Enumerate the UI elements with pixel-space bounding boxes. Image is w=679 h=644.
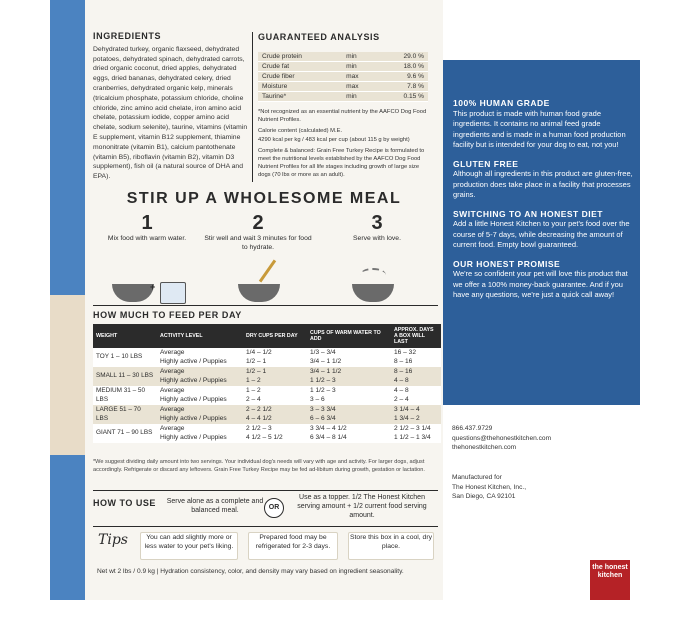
gluten-free-title: GLUTEN FREE: [453, 158, 519, 169]
dry-cell: [243, 386, 307, 405]
water-cell: [307, 386, 391, 405]
days-average: 4 – 8: [394, 387, 409, 394]
step-text: Stir well and wait 3 minutes for food to hydrate.: [204, 235, 312, 251]
analysis-name: Crude fiber: [258, 72, 342, 82]
analysis-row: [258, 72, 428, 82]
days-average: 16 – 32: [394, 349, 416, 356]
dry-high: 2 – 4: [246, 395, 261, 403]
howto-or-badge: OR: [264, 498, 284, 518]
manufacturer-info: [452, 473, 526, 502]
promise-title: OUR HONEST PROMISE: [453, 258, 561, 269]
water-cell: [307, 348, 391, 367]
dry-average: 2 1/2 – 3: [246, 425, 272, 432]
water-high: 1 1/2 – 3: [310, 376, 336, 384]
analysis-name: Crude protein: [258, 52, 342, 62]
water-high: 3 – 6: [310, 395, 325, 403]
days-cell: [391, 424, 441, 443]
steam-icon: [360, 268, 386, 282]
analysis-note-complete: Complete & balanced: Grain Free Turkey Recipe is formulated to meet the nutritional levels established by the AAFCO Dog Food Nutrient Profiles for all life stages including growth of large size dogs (70 lbs or more as an adult).: [258, 148, 425, 178]
days-high: 4 – 8: [394, 376, 409, 384]
manufacturer-line2: The Honest Kitchen, Inc.,: [452, 483, 527, 491]
dry-high: 1/2 – 1: [246, 357, 267, 365]
analysis-qual: min: [342, 92, 378, 102]
water-high: 6 – 6 3/4: [310, 414, 336, 422]
water-high: 6 3/4 – 8 1/4: [310, 433, 347, 441]
manufacturer-line3: San Diego, CA 92101: [452, 493, 516, 500]
water-high: 3/4 – 1 1/2: [310, 357, 342, 365]
feeding-header-row: [93, 324, 441, 348]
dry-average: 1 – 2: [246, 387, 261, 394]
guaranteed-analysis-section: [258, 32, 438, 179]
activity-cell: [157, 348, 243, 367]
dry-average: 1/4 – 1/2: [246, 349, 272, 356]
activity-high: Highly active / Puppies: [160, 357, 227, 365]
feeding-row-medium: [93, 386, 441, 405]
activity-cell: [157, 386, 243, 405]
step-number: 1: [141, 212, 153, 234]
feeding-footnote: *We suggest dividing daily amount into two servings. Your individual dog's needs will vary with age and activity. For larger dogs, adjust accordingly. Refrigerate or discard any leftovers. Grain Free Turkey Recipe may be fed ad-libitum during growth, gestation or lactation.: [93, 459, 425, 473]
header-dry-cups: DRY CUPS PER DAY: [243, 324, 307, 348]
contact-web: thehonestkitchen.com: [452, 444, 517, 451]
days-cell: [391, 405, 441, 424]
step-number: 2: [252, 212, 264, 234]
analysis-value: 0.15 %: [378, 92, 428, 102]
feeding-title: HOW MUCH TO FEED PER DAY: [93, 310, 242, 320]
activity-high: Highly active / Puppies: [160, 395, 227, 403]
tips-divider: [93, 526, 438, 527]
water-average: 1/3 – 3/4: [310, 349, 336, 356]
days-high: 1 1/2 – 1 3/4: [394, 433, 431, 441]
days-cell: [391, 348, 441, 367]
contact-info: [452, 424, 551, 453]
ingredients-text: Dehydrated turkey, organic flaxseed, dehydrated potatoes, dehydrated spinach, dehydrated carrots, dried organic coconut, dried apples, dehydrated eggs, dried bananas, dehydrated celery, dried cranberries, dehydrated organic kelp, minerals (tricalcium phosphate, potassium chloride, choline chloride, zinc amino acid chelate, iron amino acid chelate, potassium iodide, copper amino acid chelate, sodium selenite), taurine, vitamins (vitamin E supplement, vitamin B12 supplement, thiamine mononitrate (vitamin B1), calcium pantothenate (vitamin B5), riboflavin (vitamin B2), vitamin D3 supplement), fish oil (a natural source of DHA and EPA).: [93, 45, 248, 181]
analysis-value: 9.6 %: [378, 72, 428, 82]
dry-average: 1/2 – 1: [246, 368, 267, 375]
dry-cell: [243, 367, 307, 386]
feeding-row-toy: [93, 348, 441, 367]
header-days: APPROX. DAYS A BOX WILL LAST: [391, 324, 441, 348]
sidebar-text: [453, 98, 633, 301]
analysis-row: [258, 52, 428, 62]
water-average: 3/4 – 1 1/2: [310, 368, 342, 375]
dry-cell: [243, 405, 307, 424]
step-text: Serve with love.: [353, 235, 401, 242]
analysis-qual: min: [342, 52, 378, 62]
step-number: 3: [371, 212, 383, 234]
dry-cell: [243, 424, 307, 443]
switching-title: SWITCHING TO AN HONEST DIET: [453, 208, 603, 219]
plus-icon: +: [150, 282, 156, 292]
analysis-note-taurine: *Not recognized as an essential nutrient by the AAFCO Dog Food Nutrient Profiles.: [258, 109, 427, 123]
stir-divider: [93, 305, 438, 306]
analysis-value: 29.0 %: [378, 52, 428, 62]
activity-high: Highly active / Puppies: [160, 433, 227, 441]
days-high: 1 3/4 – 2: [394, 414, 420, 422]
weight-cell: GIANT 71 – 90 LBS: [93, 424, 157, 443]
feeding-table: [93, 324, 441, 443]
feeding-row-giant: [93, 424, 441, 443]
activity-cell: [157, 405, 243, 424]
howto-option-topper: Use as a topper. 1/2 The Honest Kitchen serving amount + 1/2 current food serving amount.: [297, 494, 427, 519]
water-average: 3 3/4 – 4 1/2: [310, 425, 347, 432]
days-average: 8 – 16: [394, 368, 413, 375]
activity-average: Average: [160, 425, 185, 432]
analysis-name: Taurine*: [258, 92, 342, 102]
activity-high: Highly active / Puppies: [160, 376, 227, 384]
dry-high: 1 – 2: [246, 376, 261, 384]
analysis-qual: max: [342, 72, 378, 82]
analysis-name: Crude fat: [258, 62, 342, 72]
days-average: 2 1/2 – 3 1/4: [394, 425, 431, 432]
tip-water: You can add slightly more or less water to your pet's liking.: [140, 532, 238, 560]
analysis-note-kcal: 4290 kcal per kg / 483 kcal per cup (about 115 g by weight): [258, 137, 410, 143]
feeding-row-small: [93, 367, 441, 386]
dry-high: 4 1/2 – 5 1/2: [246, 433, 283, 441]
weight-cell: TOY 1 – 10 LBS: [93, 348, 157, 367]
dry-cell: [243, 348, 307, 367]
gluten-free-text: Although all ingredients in this product are gluten-free, production does take place in a facility that processes grains.: [453, 169, 633, 199]
step-text: Mix food with warm water.: [107, 235, 187, 242]
tip-refrigerate: Prepared food may be refrigerated for 2-3 days.: [248, 532, 338, 560]
ingredients-divider: [252, 32, 253, 182]
header-water: CUPS OF WARM WATER TO ADD: [307, 324, 391, 348]
promise-text: We're so confident your pet will love this product that we offer a 100% money-back guarantee. And if you have any questions, we're just a quick call away!: [453, 269, 628, 299]
analysis-name: Moisture: [258, 82, 342, 92]
water-cell: [307, 424, 391, 443]
measuring-cup-icon: [160, 282, 186, 304]
ingredients-title: INGREDIENTS: [93, 31, 162, 41]
step-1: [92, 212, 202, 243]
activity-cell: [157, 367, 243, 386]
analysis-note-calorie: Calorie content (calculated) M.E.: [258, 128, 343, 134]
stir-title: STIR UP A WHOLESOME MEAL: [126, 190, 402, 207]
brand-logo: the honest kitchen: [590, 560, 630, 600]
tip-store: Store this box in a cool, dry place.: [348, 532, 434, 560]
howto-title: HOW TO USE: [93, 498, 156, 508]
analysis-value: 18.0 %: [378, 62, 428, 72]
howto-divider: [93, 490, 438, 491]
activity-average: Average: [160, 368, 185, 375]
weight-cell: MEDIUM 31 – 50 LBS: [93, 386, 157, 405]
left-beige-band: [50, 295, 85, 455]
days-cell: [391, 367, 441, 386]
analysis-row: [258, 92, 428, 102]
days-high: 2 – 4: [394, 395, 409, 403]
header-activity: ACTIVITY LEVEL: [157, 324, 243, 348]
howto-option-alone: Serve alone as a complete and balanced meal.: [166, 498, 264, 514]
water-cell: [307, 367, 391, 386]
activity-average: Average: [160, 349, 185, 356]
weight-cell: LARGE 51 – 70 LBS: [93, 405, 157, 424]
activity-average: Average: [160, 406, 185, 413]
manufacturer-line1: Manufactured for: [452, 474, 502, 481]
human-grade-title: 100% HUMAN GRADE: [453, 98, 550, 108]
days-high: 8 – 16: [394, 357, 413, 365]
analysis-value: 7.8 %: [378, 82, 428, 92]
step-2: [203, 212, 313, 252]
switching-text: Add a little Honest Kitchen to your pet's food over the course of 5-7 days, while decreasing the amount of current food. Empty bowl guaranteed.: [453, 219, 630, 249]
days-average: 3 1/4 – 4: [394, 406, 420, 413]
analysis-table: [258, 52, 428, 102]
analysis-row: [258, 82, 428, 92]
activity-average: Average: [160, 387, 185, 394]
feeding-row-large: [93, 405, 441, 424]
contact-phone: 866.437.9729: [452, 425, 493, 432]
step-3: [322, 212, 432, 243]
ingredients-section: [93, 32, 248, 182]
dry-average: 2 – 2 1/2: [246, 406, 272, 413]
tips-title: Tips: [98, 532, 128, 548]
header-weight: WEIGHT: [93, 324, 157, 348]
activity-cell: [157, 424, 243, 443]
weight-cell: SMALL 11 – 30 LBS: [93, 367, 157, 386]
water-average: 3 – 3 3/4: [310, 406, 336, 413]
analysis-title: GUARANTEED ANALYSIS: [258, 32, 380, 42]
analysis-qual: min: [342, 62, 378, 72]
analysis-row: [258, 62, 428, 72]
water-average: 1 1/2 – 3: [310, 387, 336, 394]
net-weight: Net wt 2 lbs / 0.9 kg | Hydration consistency, color, and density may vary based on ingredient seasonality.: [97, 568, 404, 575]
activity-high: Highly active / Puppies: [160, 414, 227, 422]
analysis-qual: max: [342, 82, 378, 92]
sidebar-blue-panel: [443, 60, 640, 405]
water-cell: [307, 405, 391, 424]
dry-high: 4 – 4 1/2: [246, 414, 272, 422]
contact-email: questions@thehonestkitchen.com: [452, 434, 552, 442]
days-cell: [391, 386, 441, 405]
human-grade-text: This product is made with human food grade ingredients. It contains no animal feed grade ingredients and is made in a human food production facility but is intended for your dog to eat, not you!: [453, 108, 626, 149]
